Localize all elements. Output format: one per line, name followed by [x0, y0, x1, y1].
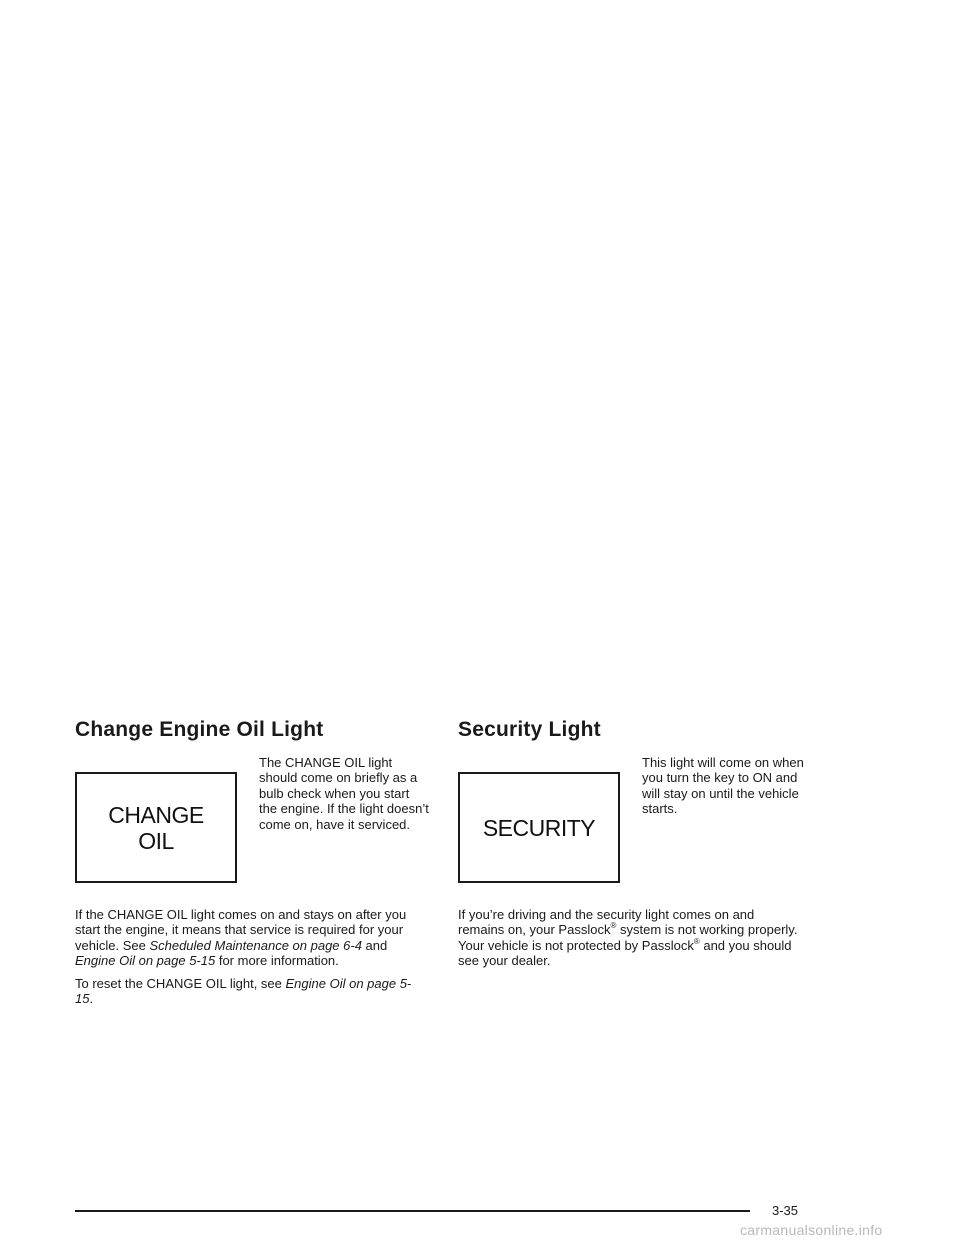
change-oil-paragraph-1: If the CHANGE OIL light comes on and stays on after you start the engine, it means that service is required for your vehicle. See Scheduled Maintenance on page 6-4 and Engine Oil on page 5-15 for more information. [75, 907, 407, 969]
change-oil-lamp-icon [75, 772, 237, 883]
page-number: 3-35 [772, 1203, 799, 1218]
change-oil-lamp-label: CHANGE OIL [108, 801, 204, 854]
security-figure-row [458, 755, 803, 895]
engine-oil-reset-link[interactable]: Engine Oil on page 5-15 [75, 975, 412, 1007]
change-oil-section [75, 716, 429, 1013]
security-paragraph-1: If you’re driving and the security light comes on and remains on, your Passlock® system is not working properly. Your vehicle is not protected by Passlock® and you should see your dealer. [458, 907, 798, 969]
security-side-text: This light will come on when you turn the key to ON and will stay on until the vehicle starts. [642, 755, 804, 817]
watermark: carmanualsonline.info [740, 1222, 883, 1238]
change-oil-paragraph-2: To reset the CHANGE OIL light, see Engine Oil on page 5-15. [75, 975, 412, 1007]
change-oil-side-text: The CHANGE OIL light should come on briefly as a bulb check when you start the engine. If the light doesn’t come on, have it serviced. [259, 755, 429, 832]
engine-oil-link[interactable]: Engine Oil on page 5-15 [75, 953, 216, 969]
security-section [458, 716, 803, 976]
change-oil-heading: Change Engine Oil Light [75, 718, 324, 741]
registered-mark: ® [693, 936, 700, 946]
security-lamp-icon [458, 772, 620, 883]
change-oil-figure-row [75, 755, 429, 895]
registered-mark: ® [610, 921, 617, 931]
scheduled-maintenance-link[interactable]: Scheduled Maintenance on page 6-4 [149, 937, 362, 953]
security-lamp-label: SECURITY [482, 814, 596, 841]
footer-rule [75, 1210, 750, 1212]
security-heading: Security Light [458, 718, 601, 741]
